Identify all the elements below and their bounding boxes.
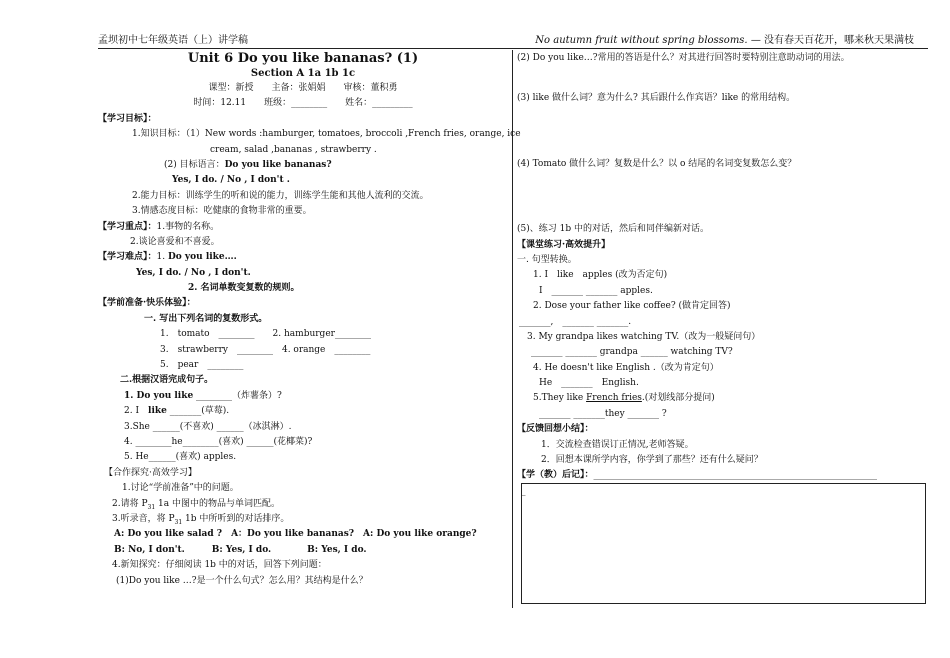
exercise-item: 1. I like apples (改为否定句): [533, 270, 668, 281]
right-column: [517, 51, 927, 499]
prep-heading: 【学前准备·快乐体验】：: [98, 298, 196, 309]
exercise-item: 2. Dose your father like coffee? (做肯定回答): [533, 301, 731, 312]
lesson-meta-2: 时间：12.11 班级：________ 姓名：_________: [193, 98, 413, 109]
feedback-item: 1．交流检查错误订正情况,老师答疑。: [541, 439, 694, 450]
plural-item: 5. pear ________: [160, 360, 244, 371]
header-rule: [98, 48, 928, 49]
feedback-item: 2．回想本课所学内容，你学到了那些？还有什么疑问？: [541, 455, 763, 466]
conversion-title: 一. 句型转换。: [517, 254, 577, 265]
dialogue-b: B: No, I don't. B: Yes, I do. B: Yes, I do.: [114, 544, 367, 555]
coop-step: 4.新知探究：仔细阅读 1b 中的对话，回答下列问题：: [112, 560, 327, 571]
goal-language: (2) 目标语言：Do you like bananas?: [164, 159, 332, 170]
exercise-answer: He _______ English.: [539, 378, 639, 389]
feedback-heading: 【反馈回想小结】：: [517, 424, 594, 435]
goal-ability: 2.能力目标：训练学生的听和说的能力，训练学生能和其他人流利的交流。: [132, 190, 429, 201]
coop-step: 2.请将 $P_{31}$ 1a 中图中的物品与单词匹配。: [112, 498, 280, 511]
coop-heading: 【合作探究·高效学习】: [104, 467, 197, 478]
difficult-point-2: 2. 名词单数变复数的规则。: [188, 283, 300, 294]
dialogue-a: A: Do you like salad ? A：Do you like bananas? A: Do you like orange?: [114, 529, 477, 540]
exercise-item: 5.They like French fries.(对划线部分提问): [533, 393, 715, 404]
unit-title: Unit 6 Do you like bananas? (1): [187, 51, 419, 66]
coop-step: 1.讨论“学前准备”中的问题。: [122, 483, 239, 494]
sentence-item: 2. I like _______(草莓).: [124, 406, 230, 417]
exercise-answer: _______, _______ _______.: [519, 316, 632, 327]
postscript-tail: _: [521, 485, 526, 496]
goal-language-answer: Yes, I do. / No , I don't .: [172, 175, 290, 186]
goal-knowledge-cont: cream, salad ,bananas , strawberry .: [210, 144, 377, 155]
page-header: [98, 34, 926, 48]
goal-attitude: 3.情感态度目标：吃健康的食物非常的重要。: [132, 206, 312, 217]
sentence-item: 4. ________he________(喜欢) ______(花椰菜)?: [124, 436, 313, 447]
sentence-item: 1. Do you like ________（炸薯条）?: [124, 390, 282, 401]
key-points: 【学习重点】：1.事物的名称。: [98, 221, 220, 232]
sentence-item: 5. He______(喜欢) apples.: [124, 452, 237, 463]
plural-item: 1. tomato ________ 2. hamburger________: [160, 329, 371, 340]
motto-chinese: — 没有春天百花开，哪来秋天果满枝: [750, 35, 914, 46]
key-point-2: 2.谈论喜爱和不喜爱。: [130, 236, 220, 247]
left-column: [98, 51, 521, 589]
motto: [535, 34, 914, 48]
difficult-points: 【学习难点】：1. Do you like….: [98, 252, 237, 263]
notes-box[interactable]: [521, 483, 926, 604]
question-5: (5)、练习 1b 中的对话，然后和同伴编新对话。: [517, 224, 709, 235]
sentence-exercise-title: 二.根据汉语完成句子。: [120, 375, 214, 386]
class-practice-heading: 【课堂练习·高效提升】: [517, 239, 611, 250]
motto-english: No autumn fruit without spring blossoms.: [535, 35, 748, 46]
school-title: 孟坝初中七年级英语（上）讲学稿: [98, 35, 248, 46]
exercise-answer: _______ _______they _______ ?: [539, 408, 667, 419]
difficult-point-answer: Yes, I do. / No , I don't.: [136, 267, 251, 278]
exercise-answer: I _______ _______ apples.: [539, 285, 653, 296]
question-1: (1)Do you like …?是一个什么句式？怎么用？其结构是什么？: [116, 575, 368, 586]
sentence-item: 3.She ______(不喜欢) ______（冰淇淋）.: [124, 421, 292, 432]
section-title: Section A 1a 1b 1c: [250, 68, 356, 79]
goals-heading: 【学习目标】：: [98, 113, 157, 124]
coop-step: 3.听录音，将 $P_{31}$ 1b 中所听到的对话排序。: [112, 513, 290, 526]
plural-exercise-title: 一. 写出下列名词的复数形式。: [144, 313, 268, 324]
exercise-item: 3. My grandpa likes watching TV.（改为一般疑问句）: [527, 331, 761, 342]
goal-knowledge: 1.知识目标：（1）New words :hamburger, tomatoes, broccoli ,French fries, orange, ice: [132, 129, 521, 140]
exercise-item: 4. He doesn't like English .（改为肯定句）: [533, 362, 719, 373]
question-4: (4) Tomato 做什么词？复数是什么？以 o 结尾的名词变复数怎么变？: [517, 158, 797, 169]
question-2: (2) Do you like…?常用的答语是什么？对其进行回答时要特别注意助动词的用法。: [517, 53, 850, 63]
postscript-line: 【学（教）后记】：_______________________________________________________________: [517, 470, 878, 481]
plural-item: 3. strawberry ________ 4. orange ________: [160, 344, 371, 355]
lesson-meta: 课型：新授 主备：张娟娟 审核：董积勇: [208, 83, 398, 93]
exercise-answer: _______ _______ grandpa ______ watching TV?: [531, 347, 733, 358]
question-3: (3) like 做什么词？意为什么? 其后跟什么作宾语？like 的常用结构。: [517, 93, 796, 104]
